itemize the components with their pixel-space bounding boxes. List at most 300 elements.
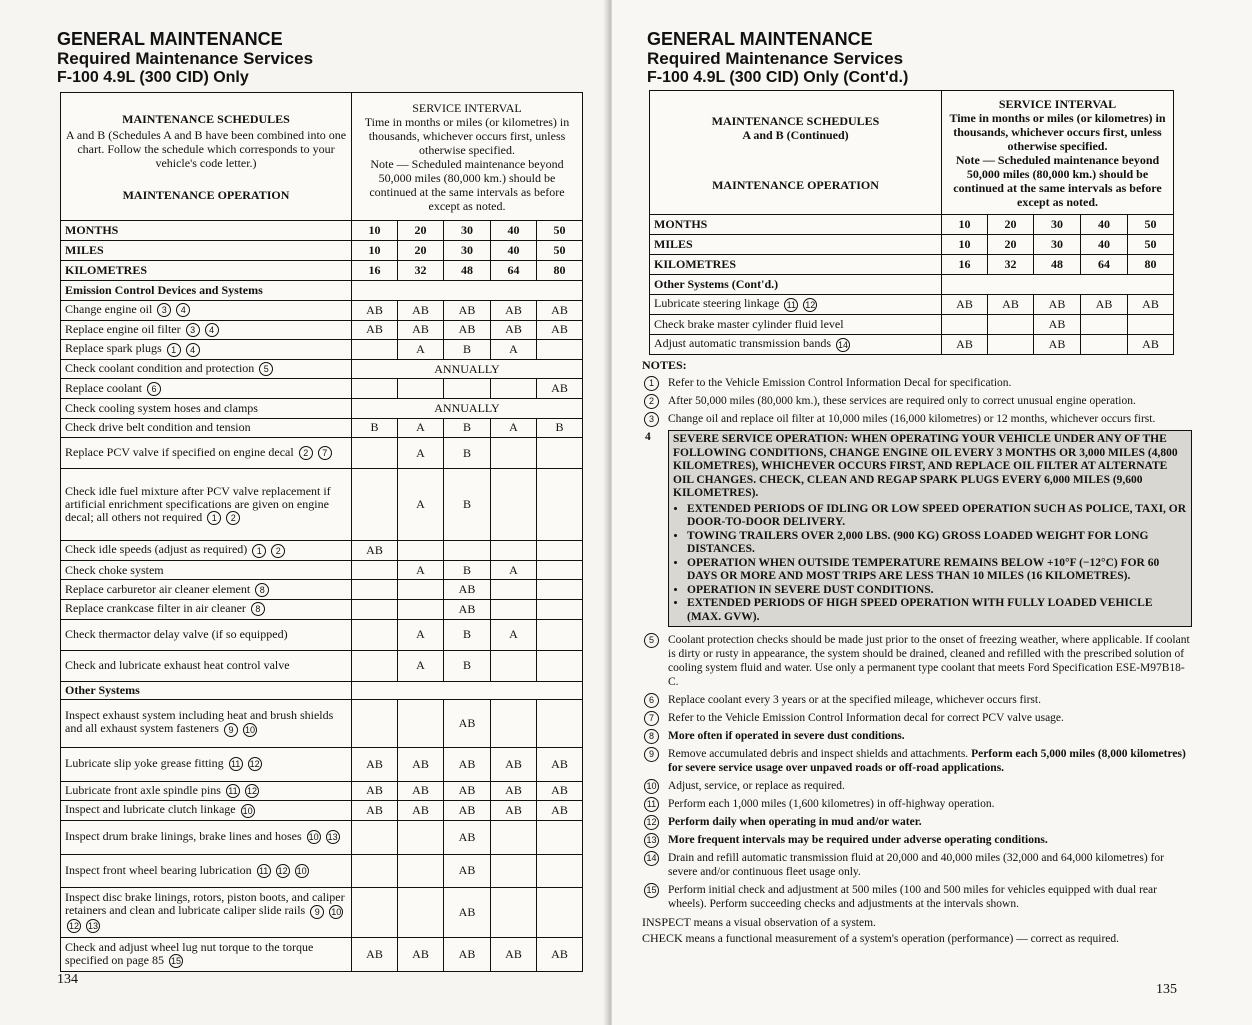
interval-cell: AB [444,820,491,854]
interval-cell [352,599,398,619]
note-ref-icon: 10 [308,832,319,843]
interval-cell [352,699,398,747]
scale-row [61,241,583,261]
operation-cell [61,699,352,747]
operation-cell [650,335,942,355]
interval-cell: B [444,619,491,650]
note-item [642,883,1192,911]
interval-cell: AB [352,320,398,340]
note-ref-icon: 12 [277,865,288,876]
note-number-icon: 7 [644,711,659,726]
operation-label: Inspect disc brake linings, rotors, piston boots, and caliper retainers and clean and lubricate caliper slide rails [65,890,345,918]
interval-cell: AB [352,541,398,561]
table-row [61,418,583,438]
note-item [642,412,1192,426]
interval-text: Time in months or miles (or kilometres) in thousands, whichever occurs first, unless otherwise specified. [364,114,570,157]
table-row [61,854,583,887]
interval-cell: A [398,650,444,681]
page-number-right: 135 [1156,982,1177,997]
left-schedules-header-cell [61,93,352,221]
note-number-icon: 13 [644,833,659,848]
severe-condition: • EXTENDED PERIODS OF IDLING OR LOW SPEED OPERATION SUCH AS POLICE, TAXI, OR DOOR-TO-DOOR DELIVERY. [687,503,1187,530]
interval-cell [398,887,444,937]
interval-cell [352,619,398,650]
interval-cell: B [444,560,491,580]
interval-cell [491,887,537,937]
interval-heading-right: SERVICE INTERVAL [998,96,1117,111]
interval-cell [537,438,583,469]
note-item [642,376,1192,390]
operation-cell [61,541,352,561]
note-item [642,851,1192,879]
interval-cell [352,820,398,854]
operation-cell [61,781,352,801]
note-ref-icon: 11 [784,298,798,312]
interval-cell: AB [398,320,444,340]
interval-cell: A [398,619,444,650]
operation-label: Change engine oil [65,302,153,317]
interval-cell [491,820,537,854]
operation-label: Check thermactor delay valve (if so equipped) [65,627,288,642]
right-header-subtitle: Required Maintenance Services [647,49,904,68]
interval-span: ANNUALLY [352,398,583,418]
table-row [650,315,1174,335]
note-number-icon: 9 [644,747,659,762]
interval-cell [352,469,398,541]
definition-text: means a visual observation of a system. [690,917,876,929]
table-row [61,599,583,619]
operation-heading: MAINTENANCE OPERATION [122,187,290,202]
scale-value: 50 [537,221,583,241]
interval-span: ANNUALLY [352,359,583,379]
definition-word: CHECK [642,931,683,945]
note-text: Perform initial check and adjustment at 500 miles (100 and 500 miles for vehicles equipped with dual rear wheels). Perform succeeding checks and adjustments at the intervals shown. [668,884,1157,910]
note-number-icon: 5 [644,633,659,648]
interval-cell: AB [444,320,491,340]
interval-cell [491,599,537,619]
interval-cell: AB [491,937,537,971]
scale-value: 20 [988,235,1034,255]
scale-value: 10 [352,241,398,261]
scale-value: 40 [1081,235,1128,255]
interval-cell: AB [1128,295,1174,315]
note-text: Adjust, service, or replace as required. [668,780,845,792]
scale-row [650,215,1174,235]
note-ref-icon: 2 [299,446,313,460]
interval-cell [398,854,444,887]
scale-value: 16 [352,261,398,281]
note-ref-icon: 10 [244,724,255,735]
interval-cell: B [352,418,398,438]
section-title: Other Systems [61,681,352,699]
interval-cell: AB [491,747,537,781]
definition-text: means a functional measurement of a system's operation (performance) — correct as required. [682,933,1120,945]
operation-label: Check brake master cylinder fluid level [654,317,844,331]
definition-word: INSPECT [642,915,691,929]
operation-label: Check coolant condition and protection [65,360,255,375]
scale-value: 50 [1128,215,1174,235]
section-row [61,681,583,699]
operation-cell [61,438,352,469]
note-number-icon: 2 [644,394,659,409]
operation-label: Replace spark plugs [65,341,162,356]
interval-cell: A [491,619,537,650]
section-row [61,281,583,301]
right-interval-header-cell [942,91,1174,215]
interval-cell [491,541,537,561]
interval-cell [537,699,583,747]
scale-value: 32 [398,261,444,281]
operation-cell [61,418,352,438]
note-ref-icon: 1 [167,343,181,357]
section-row [650,275,1174,295]
interval-cell: AB [444,937,491,971]
note-number-icon: 12 [644,815,659,830]
operation-label: Check drive belt condition and tension [65,420,251,435]
section-title: Other Systems (Cont'd.) [650,275,942,295]
operation-label: Inspect and lubricate clutch linkage [65,802,236,817]
operation-label: Check idle speeds (adjust as required) [65,542,248,557]
note-text: More frequent intervals may be required under adverse operating conditions. [668,834,1048,846]
note-item [642,797,1192,811]
note-text: Remove accumulated debris and inspect shields and attachments. [668,748,969,760]
left-header-model: F-100 4.9L (300 CID) Only [57,69,249,86]
notes-title: NOTES: [642,358,687,372]
interval-cell [1081,335,1128,355]
operation-cell [61,320,352,340]
note-ref-icon: 1 [207,511,221,525]
note-ref-icon: 2 [226,511,240,525]
interval-cell: AB [398,301,444,321]
scale-value: 80 [537,261,583,281]
interval-cell: AB [444,747,491,781]
interval-cell [988,315,1034,335]
left-maintenance-table [60,92,583,972]
scale-value: 20 [398,241,444,261]
note-text: Refer to the Vehicle Emission Control Information decal for correct PCV valve usage. [668,712,1064,724]
note-ref-icon: 8 [255,583,269,597]
interval-cell [398,541,444,561]
operation-cell [61,340,352,360]
operation-cell [650,315,942,335]
table-row [61,820,583,854]
interval-cell [491,699,537,747]
interval-cell [1128,315,1174,335]
table-row [61,560,583,580]
notes-list [642,376,1192,911]
table-row [61,379,583,399]
table-row [61,580,583,600]
interval-cell [398,379,444,399]
note-ref-icon: 11 [229,757,243,771]
note-ref-icon: 11 [226,784,240,798]
interval-cell: AB [444,301,491,321]
interval-cell: A [491,418,537,438]
interval-cell: AB [352,801,398,821]
interval-cell: AB [352,747,398,781]
severe-condition: • EXTENDED PERIODS OF HIGH SPEED OPERATION WITH FULLY LOADED VEHICLE (MAX. GVW). [687,597,1187,624]
schedules-text-right: A and B (Continued) [742,127,849,142]
interval-cell: AB [398,937,444,971]
left-header [57,30,313,87]
interval-cell [352,560,398,580]
note-ref-icon: 15 [170,955,181,966]
operation-label: Replace PCV valve if specified on engine decal [65,445,294,460]
note-ref-icon: 4 [186,343,200,357]
operation-label: Inspect front wheel bearing lubrication [65,862,252,877]
scale-value: 80 [1128,255,1174,275]
operation-label: Lubricate steering linkage [654,296,780,311]
note-ref-icon: 12 [246,785,257,796]
interval-cell: A [398,560,444,580]
interval-cell: B [537,418,583,438]
operation-label: Check cooling system hoses and clamps [65,400,258,415]
interval-note: Note — Scheduled maintenance beyond 50,000 miles (80,000 km.) should be continued at the same intervals as before except as noted. [369,156,565,213]
note-ref-icon: 10 [242,805,253,816]
right-header [647,30,908,87]
scale-value: 10 [352,221,398,241]
scale-value: 30 [1034,215,1081,235]
right-header-title: GENERAL MAINTENANCE [647,29,873,49]
operation-cell [61,599,352,619]
right-header-model: F-100 4.9L (300 CID) Only (Cont'd.) [647,69,909,86]
operation-cell [61,887,352,937]
note-ref-icon: 3 [157,303,171,317]
interval-cell [537,887,583,937]
note-number-icon: 1 [644,376,659,391]
interval-cell [491,580,537,600]
table-row [61,747,583,781]
operation-label: Inspect exhaust system including heat and brush shields and all exhaust system fasteners [65,708,334,736]
scale-value: 30 [1034,235,1081,255]
interval-note-right: Note — Scheduled maintenance beyond 50,000 miles (80,000 km.) should be continued at the same intervals as before except as noted. [953,152,1162,209]
table-row [61,541,583,561]
note-item [642,815,1192,829]
note-ref-icon: 5 [259,362,273,376]
note-item [642,779,1192,793]
note-number-icon: 8 [644,729,659,744]
note-ref-icon: 1 [252,544,266,558]
table-row [61,359,583,379]
section-title: Emission Control Devices and Systems [61,281,352,301]
interval-cell: AB [444,801,491,821]
scale-value: 32 [988,255,1034,275]
interval-cell [988,335,1034,355]
interval-cell: AB [491,320,537,340]
interval-cell [537,599,583,619]
interval-cell: AB [537,937,583,971]
interval-cell [444,541,491,561]
interval-cell: AB [444,599,491,619]
interval-cell: A [398,438,444,469]
note-item [642,711,1192,725]
note-number-icon: 11 [644,797,659,812]
scale-value: 50 [1128,235,1174,255]
interval-cell: AB [352,301,398,321]
interval-cell: A [491,340,537,360]
operation-label: Lubricate slip yoke grease fitting [65,755,224,770]
interval-cell: AB [1034,335,1081,355]
note-number-icon: 4 [645,431,651,443]
interval-cell: AB [1128,335,1174,355]
scale-row [61,261,583,281]
section-filler [942,275,1174,295]
right-maintenance-table [649,90,1174,355]
interval-cell [1081,315,1128,335]
interval-cell: AB [352,781,398,801]
interval-cell: AB [444,887,491,937]
note-ref-icon: 13 [327,832,338,843]
table-row [61,781,583,801]
operation-label: Replace engine oil filter [65,321,181,336]
operation-cell [61,854,352,887]
schedules-heading-right: MAINTENANCE SCHEDULES [711,113,880,128]
operation-cell [61,580,352,600]
note-ref-icon: 12 [68,920,79,931]
page-number-left: 134 [57,972,78,987]
operation-cell [61,937,352,971]
interval-cell: AB [398,801,444,821]
operation-cell [61,398,352,418]
scale-value: 40 [491,221,537,241]
interval-cell: AB [942,335,988,355]
operation-label: Check idle fuel mixture after PCV valve replacement if artificial enrichment specifications are given on engine decal; all others not required [65,483,331,524]
interval-cell: AB [444,781,491,801]
interval-cell: AB [537,379,583,399]
operation-cell [61,820,352,854]
left-interval-header-cell [352,93,583,221]
note-text: Coolant protection checks should be made just prior to the onset of freezing weather, where applicable. If coolant is dirty or rusty in appearance, the system should be drained, cleaned and refilled with the prescribed solution of cooling system fluid and water. Use only a permanent type coolant that meets Ford Specification ESE-M97B18-C. [668,634,1190,688]
note-ref-icon: 9 [224,723,238,737]
operation-cell [61,469,352,541]
severe-condition: • TOWING TRAILERS OVER 2,000 LBS. (900 KG) GROSS LOADED WEIGHT FOR LONG DISTANCES. [687,530,1187,557]
interval-cell [537,560,583,580]
table-row [61,937,583,971]
note-text: Drain and refill automatic transmission fluid at 20,000 and 40,000 miles (32,000 and 64,000 kilometres) for severe and/or continuous fleet usage only. [668,852,1164,878]
table-row [61,801,583,821]
definition [642,915,1192,931]
interval-cell: A [398,469,444,541]
interval-cell [352,379,398,399]
scale-value: 20 [988,215,1034,235]
operation-label: Replace crankcase filter in air cleaner [65,601,246,616]
note-ref-icon: 9 [310,905,324,919]
right-page [612,0,1252,1025]
note-number-icon: 6 [644,693,659,708]
note-text: More often if operated in severe dust conditions. [668,730,905,742]
note-ref-icon: 6 [147,382,161,396]
note-ref-icon: 8 [251,602,265,616]
scale-label: MILES [650,235,942,255]
note-ref-icon: 13 [87,920,98,931]
scale-value: 48 [1034,255,1081,275]
scale-value: 48 [444,261,491,281]
note-ref-icon: 3 [186,323,200,337]
scale-value: 20 [398,221,444,241]
interval-cell: AB [537,320,583,340]
note-text: After 50,000 miles (80,000 km.), these services are required only to correct unusual engine operation. [668,395,1136,407]
note-ref-icon: 10 [331,906,342,917]
note-number-icon: 14 [644,851,659,866]
severe-condition: • OPERATION IN SEVERE DUST CONDITIONS. [687,584,1187,598]
note-item [642,833,1192,847]
note-item [642,633,1192,689]
interval-cell: AB [537,781,583,801]
definition [642,931,1192,947]
table-row [61,398,583,418]
table-row [61,699,583,747]
operation-cell [650,295,942,315]
table-row [61,438,583,469]
note-ref-icon: 7 [318,446,332,460]
interval-cell [537,541,583,561]
interval-cell: A [398,418,444,438]
interval-cell [537,854,583,887]
operation-label: Check and adjust wheel lug nut torque to the torque specified on page 85 [65,939,314,967]
interval-cell [352,340,398,360]
interval-cell [537,340,583,360]
interval-cell: AB [1034,295,1081,315]
interval-cell [352,854,398,887]
interval-cell [398,580,444,600]
scale-label: MILES [61,241,352,261]
interval-heading: SERVICE INTERVAL [412,100,522,115]
left-header-subtitle: Required Maintenance Services [57,49,314,68]
interval-text-right: Time in months or miles (or kilometres) in thousands, whichever occurs first, unless otherwise specified. [949,110,1166,153]
interval-cell: AB [537,301,583,321]
scale-label: MONTHS [61,221,352,241]
note-text: Perform daily when operating in mud and/or water. [668,816,922,828]
note-text: Replace coolant every 3 years or at the specified mileage, whichever occurs first. [668,694,1041,706]
operation-cell [61,359,352,379]
interval-cell: AB [444,699,491,747]
note-number-icon: 3 [644,412,659,427]
scale-label: KILOMETRES [650,255,942,275]
interval-cell [491,650,537,681]
schedules-heading: MAINTENANCE SCHEDULES [122,111,290,126]
scale-value: 64 [1081,255,1128,275]
interval-cell: AB [537,801,583,821]
table-row [61,320,583,340]
operation-label: Adjust automatic transmission bands [654,336,831,351]
note-bold-text: Perform each 5,000 miles (8,000 kilometres) for severe service usage over unpaved roads or off-road applications. [668,748,1186,774]
interval-cell: A [491,560,537,580]
interval-cell [491,379,537,399]
interval-cell [352,650,398,681]
scale-value: 16 [942,255,988,275]
interval-cell [537,650,583,681]
note-item [642,747,1192,775]
note-text: Refer to the Vehicle Emission Control Information Decal for specification. [668,377,1012,389]
interval-cell: AB [1081,295,1128,315]
interval-cell: B [444,418,491,438]
table-row [61,469,583,541]
note-ref-icon: 4 [176,303,190,317]
table-row [61,340,583,360]
table-row [61,650,583,681]
interval-cell [444,379,491,399]
table-row [650,335,1174,355]
interval-cell: AB [398,781,444,801]
interval-cell: B [444,340,491,360]
interval-cell [537,619,583,650]
interval-cell: AB [352,937,398,971]
note-text: Change oil and replace oil filter at 10,000 miles (16,000 kilometres) or 12 months, whichever occurs first. [668,413,1156,425]
interval-cell [942,315,988,335]
severe-condition: • OPERATION WHEN OUTSIDE TEMPERATURE REMAINS BELOW +10°F (−12°C) FOR 60 DAYS OR MORE AND MOST TRIPS ARE LESS THAN 10 MILES (16 KILOMETRES). [687,557,1187,584]
interval-cell: AB [398,747,444,781]
table-row [61,619,583,650]
